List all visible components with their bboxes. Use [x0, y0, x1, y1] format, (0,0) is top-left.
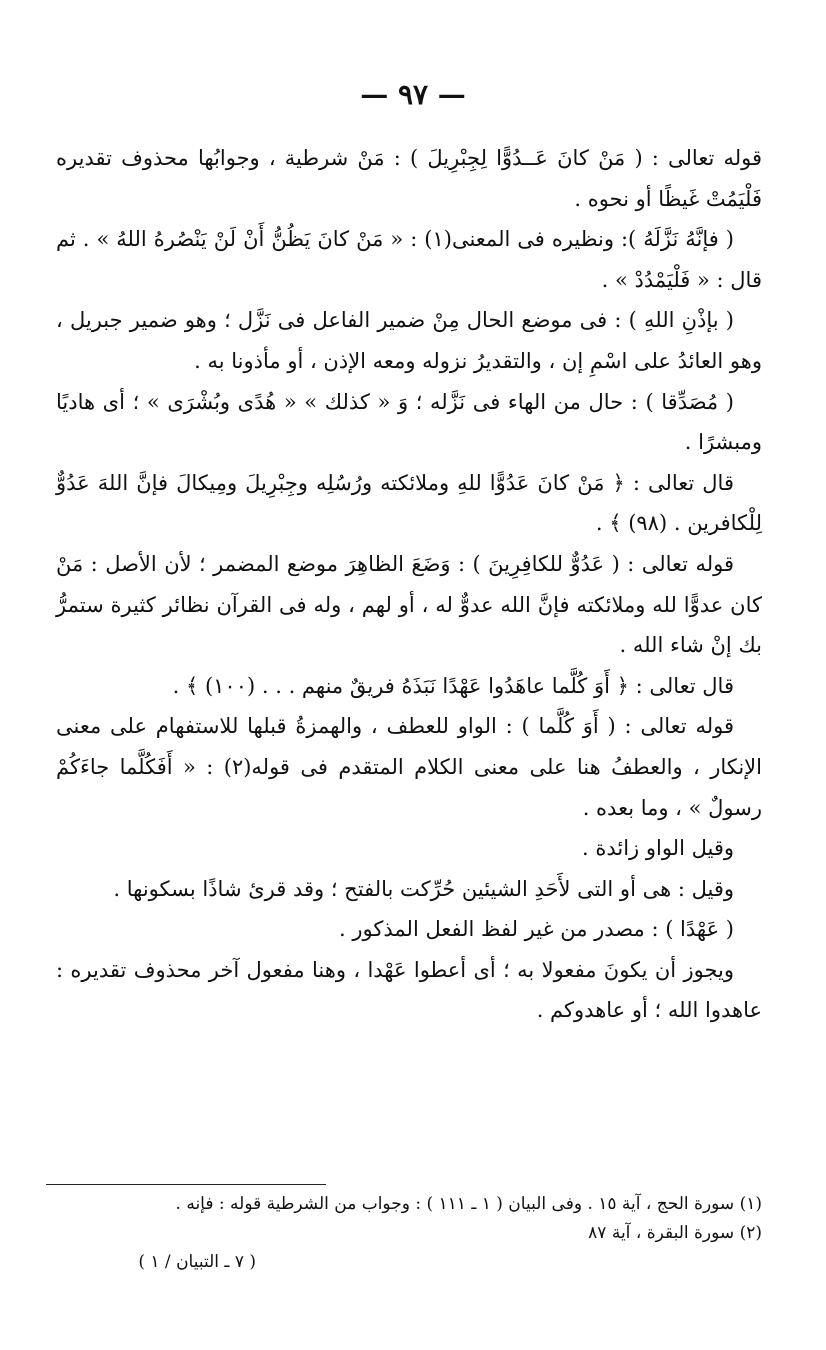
paragraph: ويجوز أن يكونَ مفعولا به ؛ أى أعطوا عَهْدا ، وهنا مفعول آخر محذوف تقديره : عاهدوا الله ؛ أو عاهدوكم .: [56, 957, 762, 1023]
main-text: [56, 138, 762, 1031]
paragraph: قوله تعالى : ( مَنْ كانَ عَــدُوًّا لِجِبْرِيلَ ) : مَنْ شرطية ، وجوابُها محذوف تقديره فَلْيَمُتْ غَيظًا أو نحوه .: [56, 146, 762, 211]
footnote: (٢) سورة البقرة ، آية ٨٧: [588, 1223, 762, 1243]
paragraph: قوله تعالى : ( أَوَ كُلَّما ) : الواو للعطف ، والهمزةُ قبلها للاستفهام على معنى الإنكار ، والعطفُ هنا على معنى الكلام المتقدم فى قوله(٢) : « أَفَكُلَّما جاءَكُمْ رسولٌ » ، وما بعده .: [56, 714, 762, 820]
paragraph: قوله تعالى : ( عَدُوٌّ للكافِرِينَ ) : وَضَعَ الظاهِرَ موضع المضمر ؛ لأن الأصل : مَنْ كان عدوًّا لله وملائكته فإنَّ الله عدوٌّ له ، أو لهم ، وله فى القرآن نظائر كثيرة ستمرُّ بك إنْ شاء الله .: [56, 551, 762, 658]
footnote-divider: [46, 1184, 326, 1185]
footnotes: [52, 1190, 762, 1248]
paragraph: ( عَهْدًا ) : مصدر من غير لفظ الفعل المذكور .: [339, 917, 734, 942]
paragraph: ( فإنَّهُ نَزَّلَهُ ): ونظيره فى المعنى(١) : « مَنْ كانَ يَظُنُّ أَنْ لَنْ يَنْصُرهُ اللهُ » . ثم قال : « فَلْيَمْدُدْ » .: [56, 227, 762, 292]
page-number: — ٩٧ —: [360, 78, 466, 111]
paragraph: وقيل : هى أو التى لأَحَدِ الشيئين حُرِّكت بالفتح ؛ وقد قرئ شاذًا بسكونها .: [113, 876, 734, 901]
footnote: (١) سورة الحج ، آية ١٥ . وفى البيان ( ١ ـ ١١١ ) : وجواب من الشرطية قوله : فإنه .: [175, 1194, 762, 1214]
paragraph: وقيل الواو زائدة .: [581, 836, 734, 861]
paragraph: ( بإذْنِ اللهِ ) : فى موضع الحال مِنْ ضمير الفاعل فى نَزَّل ؛ وهو ضمير جبريل ، وهو العائدُ على اسْمِ إن ، والتقديرُ نزوله ومعه الإذن ، أو مأذونا به .: [56, 308, 762, 373]
quran-verse: قال تعالى : ﴿ مَنْ كانَ عَدُوًّا للهِ وملائكته ورُسُلِه وجِبْرِيلَ ومِيكالَ فإنَّ اللهَ عَدُوٌّ لِلْكافرين . (٩٨) ﴾ .: [56, 470, 762, 536]
quran-verse: قال تعالى : ﴿ أَوَ كُلَّما عاهَدُوا عَهْدًا نَبَذَهُ فريقٌ منهم . . . (١٠٠) ﴾ .: [172, 673, 734, 698]
printer-signature: ( ٧ ـ التبيان / ١ ): [138, 1252, 256, 1272]
paragraph: ( مُصَدِّقا ) : حال من الهاء فى نَزَّله ؛ وَ « كذلك » « هُدًى وبُشْرَى » ؛ أى هاديًا ومبشرًا .: [56, 389, 762, 455]
